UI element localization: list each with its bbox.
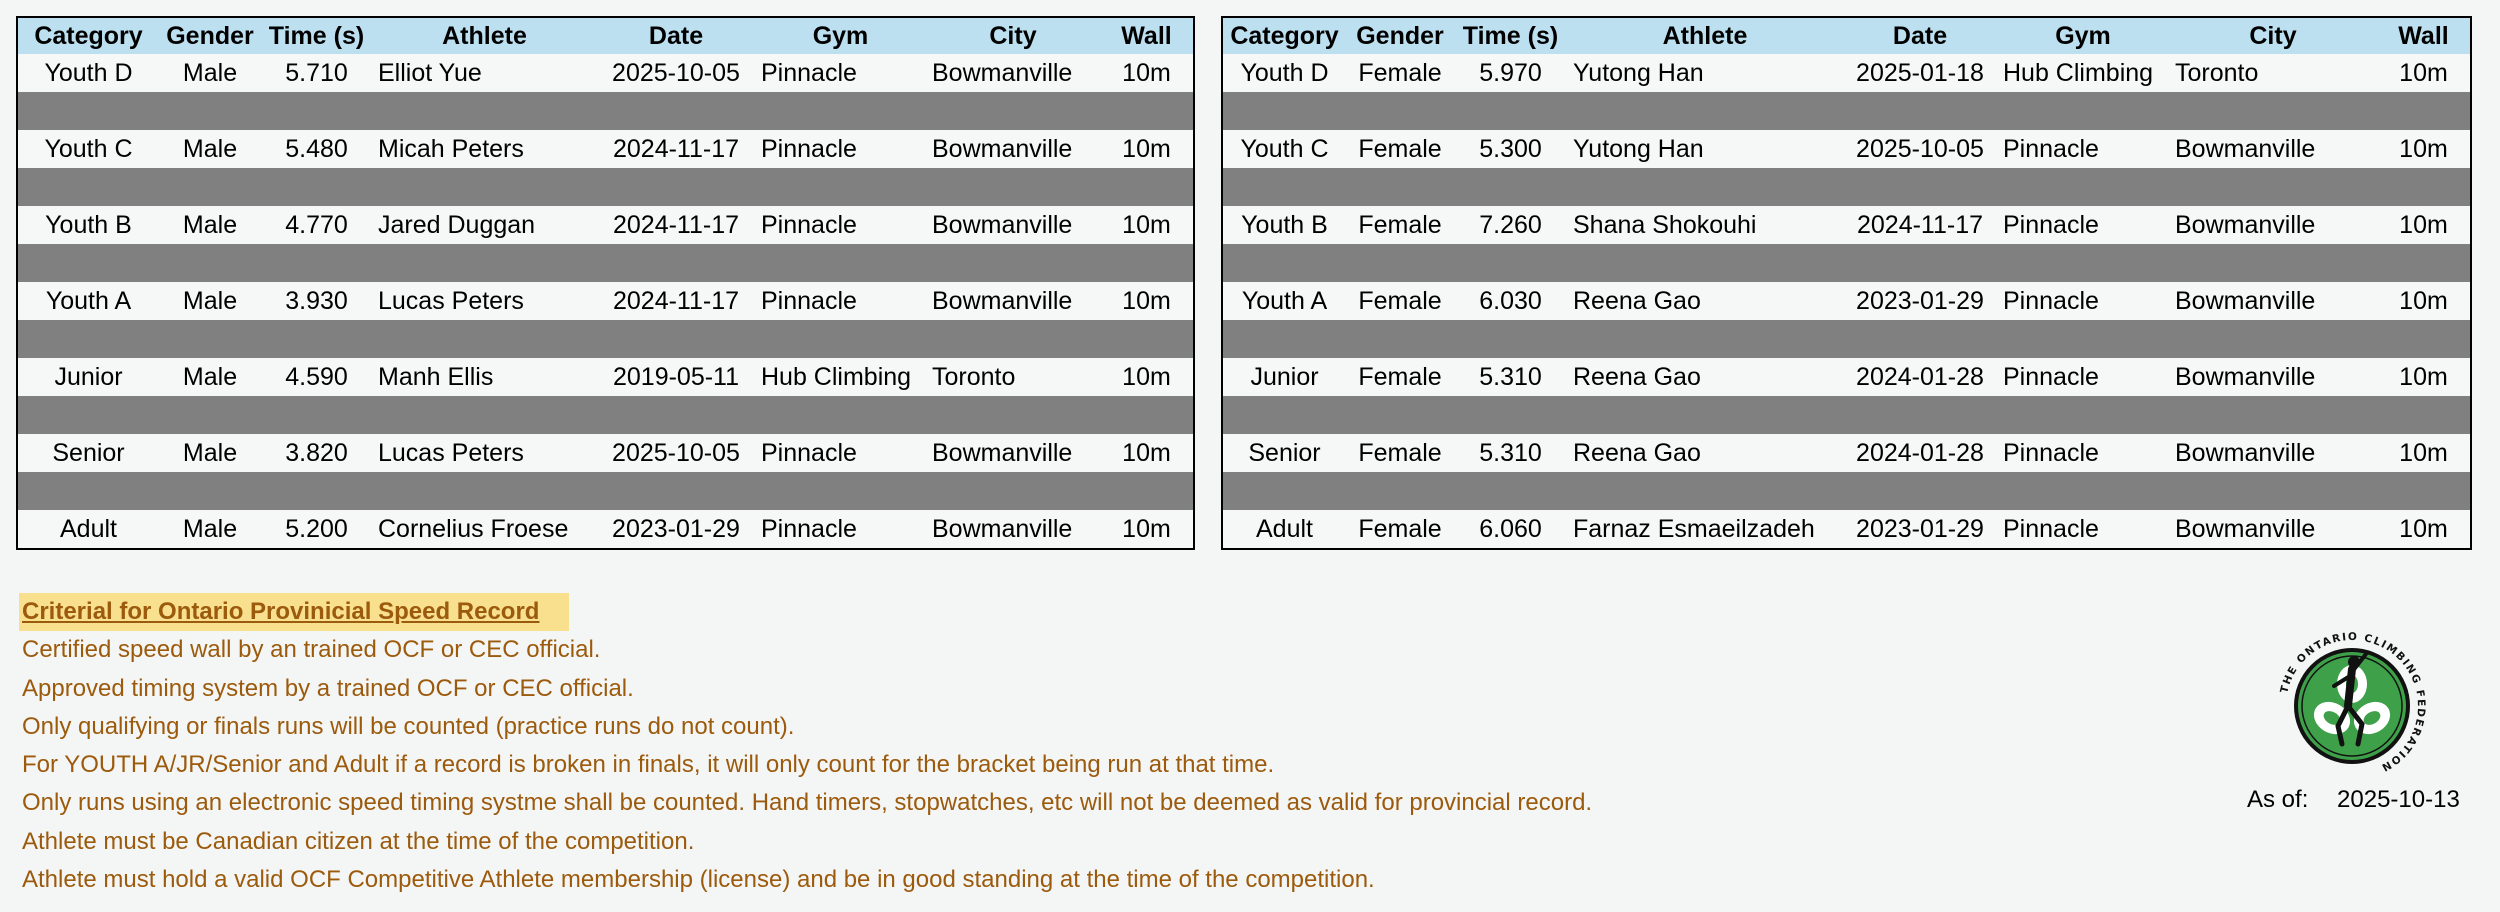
cell-wall: 10m [2377, 282, 2471, 320]
female-header-time: Time (s) [1454, 17, 1567, 54]
cell-gym: Hub Climbing [755, 358, 926, 396]
cell-date: 2024-11-17 [597, 206, 755, 244]
cell-city: Toronto [926, 358, 1100, 396]
cell-wall: 10m [1100, 282, 1194, 320]
cell-gender: Male [159, 510, 261, 549]
separator-row [17, 244, 1194, 282]
cell-gender: Male [159, 54, 261, 92]
cell-gender: Female [1346, 358, 1454, 396]
cell-gender: Female [1346, 510, 1454, 549]
cell-category: Youth D [1222, 54, 1346, 92]
male-table-body [17, 54, 1194, 549]
cell-time: 5.200 [261, 510, 372, 549]
cell-date: 2024-01-28 [1843, 358, 1997, 396]
male-header-gym: Gym [755, 17, 926, 54]
cell-gender: Male [159, 206, 261, 244]
cell-athlete: Jared Duggan [372, 206, 597, 244]
separator-row [17, 472, 1194, 510]
cell-city: Bowmanville [2169, 434, 2377, 472]
cell-date: 2025-01-18 [1843, 54, 1997, 92]
cell-wall: 10m [2377, 206, 2471, 244]
table-row [1222, 282, 2471, 320]
cell-city: Bowmanville [926, 54, 1100, 92]
female-records-table [1221, 16, 2472, 550]
cell-athlete: Yutong Han [1567, 130, 1843, 168]
cell-time: 5.480 [261, 130, 372, 168]
cell-gender: Female [1346, 206, 1454, 244]
table-row [1222, 206, 2471, 244]
cell-time: 5.310 [1454, 358, 1567, 396]
female-table-body [1222, 54, 2471, 549]
as-of-label: As of: [2247, 786, 2309, 813]
male-records-table [16, 16, 1195, 550]
female-header-gender: Gender [1346, 17, 1454, 54]
cell-gym: Hub Climbing [1997, 54, 2169, 92]
male-header-time: Time (s) [261, 17, 372, 54]
cell-city: Bowmanville [926, 434, 1100, 472]
cell-gym: Pinnacle [755, 130, 926, 168]
cell-wall: 10m [2377, 510, 2471, 549]
cell-date: 2019-05-11 [597, 358, 755, 396]
table-row [17, 510, 1194, 549]
cell-city: Bowmanville [926, 130, 1100, 168]
female-header-gym: Gym [1997, 17, 2169, 54]
cell-time: 5.310 [1454, 434, 1567, 472]
svg-text:THE ONTARIO CLIMBING FEDERATIO: THE ONTARIO CLIMBING FEDERATION [2278, 630, 2428, 774]
cell-gender: Female [1346, 130, 1454, 168]
female-header-wall: Wall [2377, 17, 2471, 54]
cell-gym: Pinnacle [1997, 130, 2169, 168]
criteria-rule: Athlete must hold a valid OCF Competitive Athlete membership (license) and be in good standing at the time of the competition. [22, 866, 1375, 894]
cell-gym: Pinnacle [1997, 510, 2169, 549]
female-header-row [1222, 17, 2471, 54]
separator-row [1222, 244, 2471, 282]
separator-row [1222, 320, 2471, 358]
cell-time: 5.970 [1454, 54, 1567, 92]
cell-category: Youth B [1222, 206, 1346, 244]
cell-wall: 10m [1100, 434, 1194, 472]
female-header-date: Date [1843, 17, 1997, 54]
separator-row [1222, 92, 2471, 130]
cell-wall: 10m [1100, 54, 1194, 92]
cell-time: 3.820 [261, 434, 372, 472]
cell-gender: Male [159, 282, 261, 320]
cell-gym: Pinnacle [755, 206, 926, 244]
cell-city: Bowmanville [2169, 510, 2377, 549]
criteria-rule: Only runs using an electronic speed timing systme shall be counted. Hand timers, stopwatches, etc will not be deemed as valid for provincial record. [22, 789, 1593, 817]
separator-row [17, 320, 1194, 358]
cell-time: 6.060 [1454, 510, 1567, 549]
table-row [17, 282, 1194, 320]
as-of-value: 2025-10-13 [2337, 786, 2460, 813]
criteria-rule: Only qualifying or finals runs will be counted (practice runs do not count). [22, 712, 795, 740]
cell-city: Toronto [2169, 54, 2377, 92]
cell-time: 4.770 [261, 206, 372, 244]
cell-date: 2025-10-05 [597, 54, 755, 92]
cell-athlete: Reena Gao [1567, 434, 1843, 472]
male-header-city: City [926, 17, 1100, 54]
cell-date: 2025-10-05 [1843, 130, 1997, 168]
cell-category: Youth C [17, 130, 159, 168]
as-of-date [2247, 786, 2460, 814]
cell-city: Bowmanville [2169, 282, 2377, 320]
cell-date: 2024-01-28 [1843, 434, 1997, 472]
cell-city: Bowmanville [926, 510, 1100, 549]
cell-athlete: Micah Peters [372, 130, 597, 168]
cell-time: 6.030 [1454, 282, 1567, 320]
cell-category: Youth A [1222, 282, 1346, 320]
cell-gender: Female [1346, 282, 1454, 320]
cell-athlete: Lucas Peters [372, 434, 597, 472]
criteria-rule: Certified speed wall by an trained OCF or CEC official. [22, 636, 601, 664]
table-row [1222, 434, 2471, 472]
table-row [17, 54, 1194, 92]
cell-time: 3.930 [261, 282, 372, 320]
table-row [17, 206, 1194, 244]
cell-category: Youth A [17, 282, 159, 320]
male-header-date: Date [597, 17, 755, 54]
cell-athlete: Yutong Han [1567, 54, 1843, 92]
cell-wall: 10m [1100, 206, 1194, 244]
cell-category: Senior [17, 434, 159, 472]
separator-row [17, 396, 1194, 434]
cell-city: Bowmanville [2169, 206, 2377, 244]
cell-date: 2023-01-29 [1843, 510, 1997, 549]
cell-date: 2025-10-05 [597, 434, 755, 472]
cell-athlete: Reena Gao [1567, 282, 1843, 320]
table-row [1222, 130, 2471, 168]
criteria-rules-list [19, 631, 1592, 899]
cell-gym: Pinnacle [1997, 282, 2169, 320]
record-criteria [19, 593, 1592, 899]
cell-city: Bowmanville [2169, 130, 2377, 168]
cell-category: Youth D [17, 54, 159, 92]
cell-time: 7.260 [1454, 206, 1567, 244]
cell-category: Adult [17, 510, 159, 549]
cell-gender: Male [159, 130, 261, 168]
table-row [1222, 54, 2471, 92]
cell-time: 4.590 [261, 358, 372, 396]
cell-time: 5.710 [261, 54, 372, 92]
cell-date: 2024-11-17 [597, 282, 755, 320]
cell-city: Bowmanville [926, 206, 1100, 244]
male-header-row [17, 17, 1194, 54]
cell-gender: Male [159, 434, 261, 472]
cell-gym: Pinnacle [755, 282, 926, 320]
cell-athlete: Manh Ellis [372, 358, 597, 396]
cell-category: Junior [1222, 358, 1346, 396]
cell-date: 2024-11-17 [597, 130, 755, 168]
male-header-category: Category [17, 17, 159, 54]
criteria-title: Criterial for Ontario Provinicial Speed Record [19, 593, 569, 631]
criteria-rule: Approved timing system by a trained OCF or CEC official. [22, 674, 634, 702]
ocf-climber-trillium-logo-icon [2268, 622, 2436, 790]
cell-athlete: Cornelius Froese [372, 510, 597, 549]
cell-gender: Female [1346, 54, 1454, 92]
cell-category: Youth B [17, 206, 159, 244]
cell-gym: Pinnacle [1997, 206, 2169, 244]
cell-wall: 10m [2377, 358, 2471, 396]
table-row [17, 434, 1194, 472]
cell-gym: Pinnacle [755, 54, 926, 92]
cell-wall: 10m [2377, 130, 2471, 168]
cell-gym: Pinnacle [1997, 434, 2169, 472]
male-header-gender: Gender [159, 17, 261, 54]
separator-row [1222, 396, 2471, 434]
separator-row [1222, 472, 2471, 510]
cell-wall: 10m [1100, 510, 1194, 549]
table-row [1222, 510, 2471, 549]
female-header-athlete: Athlete [1567, 17, 1843, 54]
cell-gym: Pinnacle [1997, 358, 2169, 396]
table-row [17, 130, 1194, 168]
cell-wall: 10m [2377, 54, 2471, 92]
cell-gender: Male [159, 358, 261, 396]
male-header-wall: Wall [1100, 17, 1194, 54]
cell-wall: 10m [1100, 358, 1194, 396]
cell-gender: Female [1346, 434, 1454, 472]
female-header-city: City [2169, 17, 2377, 54]
female-header-category: Category [1222, 17, 1346, 54]
table-row [1222, 358, 2471, 396]
cell-athlete: Lucas Peters [372, 282, 597, 320]
cell-gym: Pinnacle [755, 510, 926, 549]
cell-gym: Pinnacle [755, 434, 926, 472]
cell-wall: 10m [1100, 130, 1194, 168]
cell-category: Junior [17, 358, 159, 396]
criteria-rule: For YOUTH A/JR/Senior and Adult if a record is broken in finals, it will only count for the bracket being run at that time. [22, 751, 1275, 779]
cell-category: Youth C [1222, 130, 1346, 168]
cell-date: 2023-01-29 [597, 510, 755, 549]
cell-athlete: Shana Shokouhi [1567, 206, 1843, 244]
table-row [17, 358, 1194, 396]
cell-date: 2024-11-17 [1843, 206, 1997, 244]
separator-row [17, 92, 1194, 130]
male-header-athlete: Athlete [372, 17, 597, 54]
cell-category: Senior [1222, 434, 1346, 472]
cell-city: Bowmanville [2169, 358, 2377, 396]
cell-category: Adult [1222, 510, 1346, 549]
cell-athlete: Elliot Yue [372, 54, 597, 92]
separator-row [17, 168, 1194, 206]
cell-athlete: Farnaz Esmaeilzadeh [1567, 510, 1843, 549]
cell-date: 2023-01-29 [1843, 282, 1997, 320]
criteria-rule: Athlete must be Canadian citizen at the time of the competition. [22, 827, 695, 855]
separator-row [1222, 168, 2471, 206]
cell-time: 5.300 [1454, 130, 1567, 168]
cell-athlete: Reena Gao [1567, 358, 1843, 396]
cell-city: Bowmanville [926, 282, 1100, 320]
cell-wall: 10m [2377, 434, 2471, 472]
